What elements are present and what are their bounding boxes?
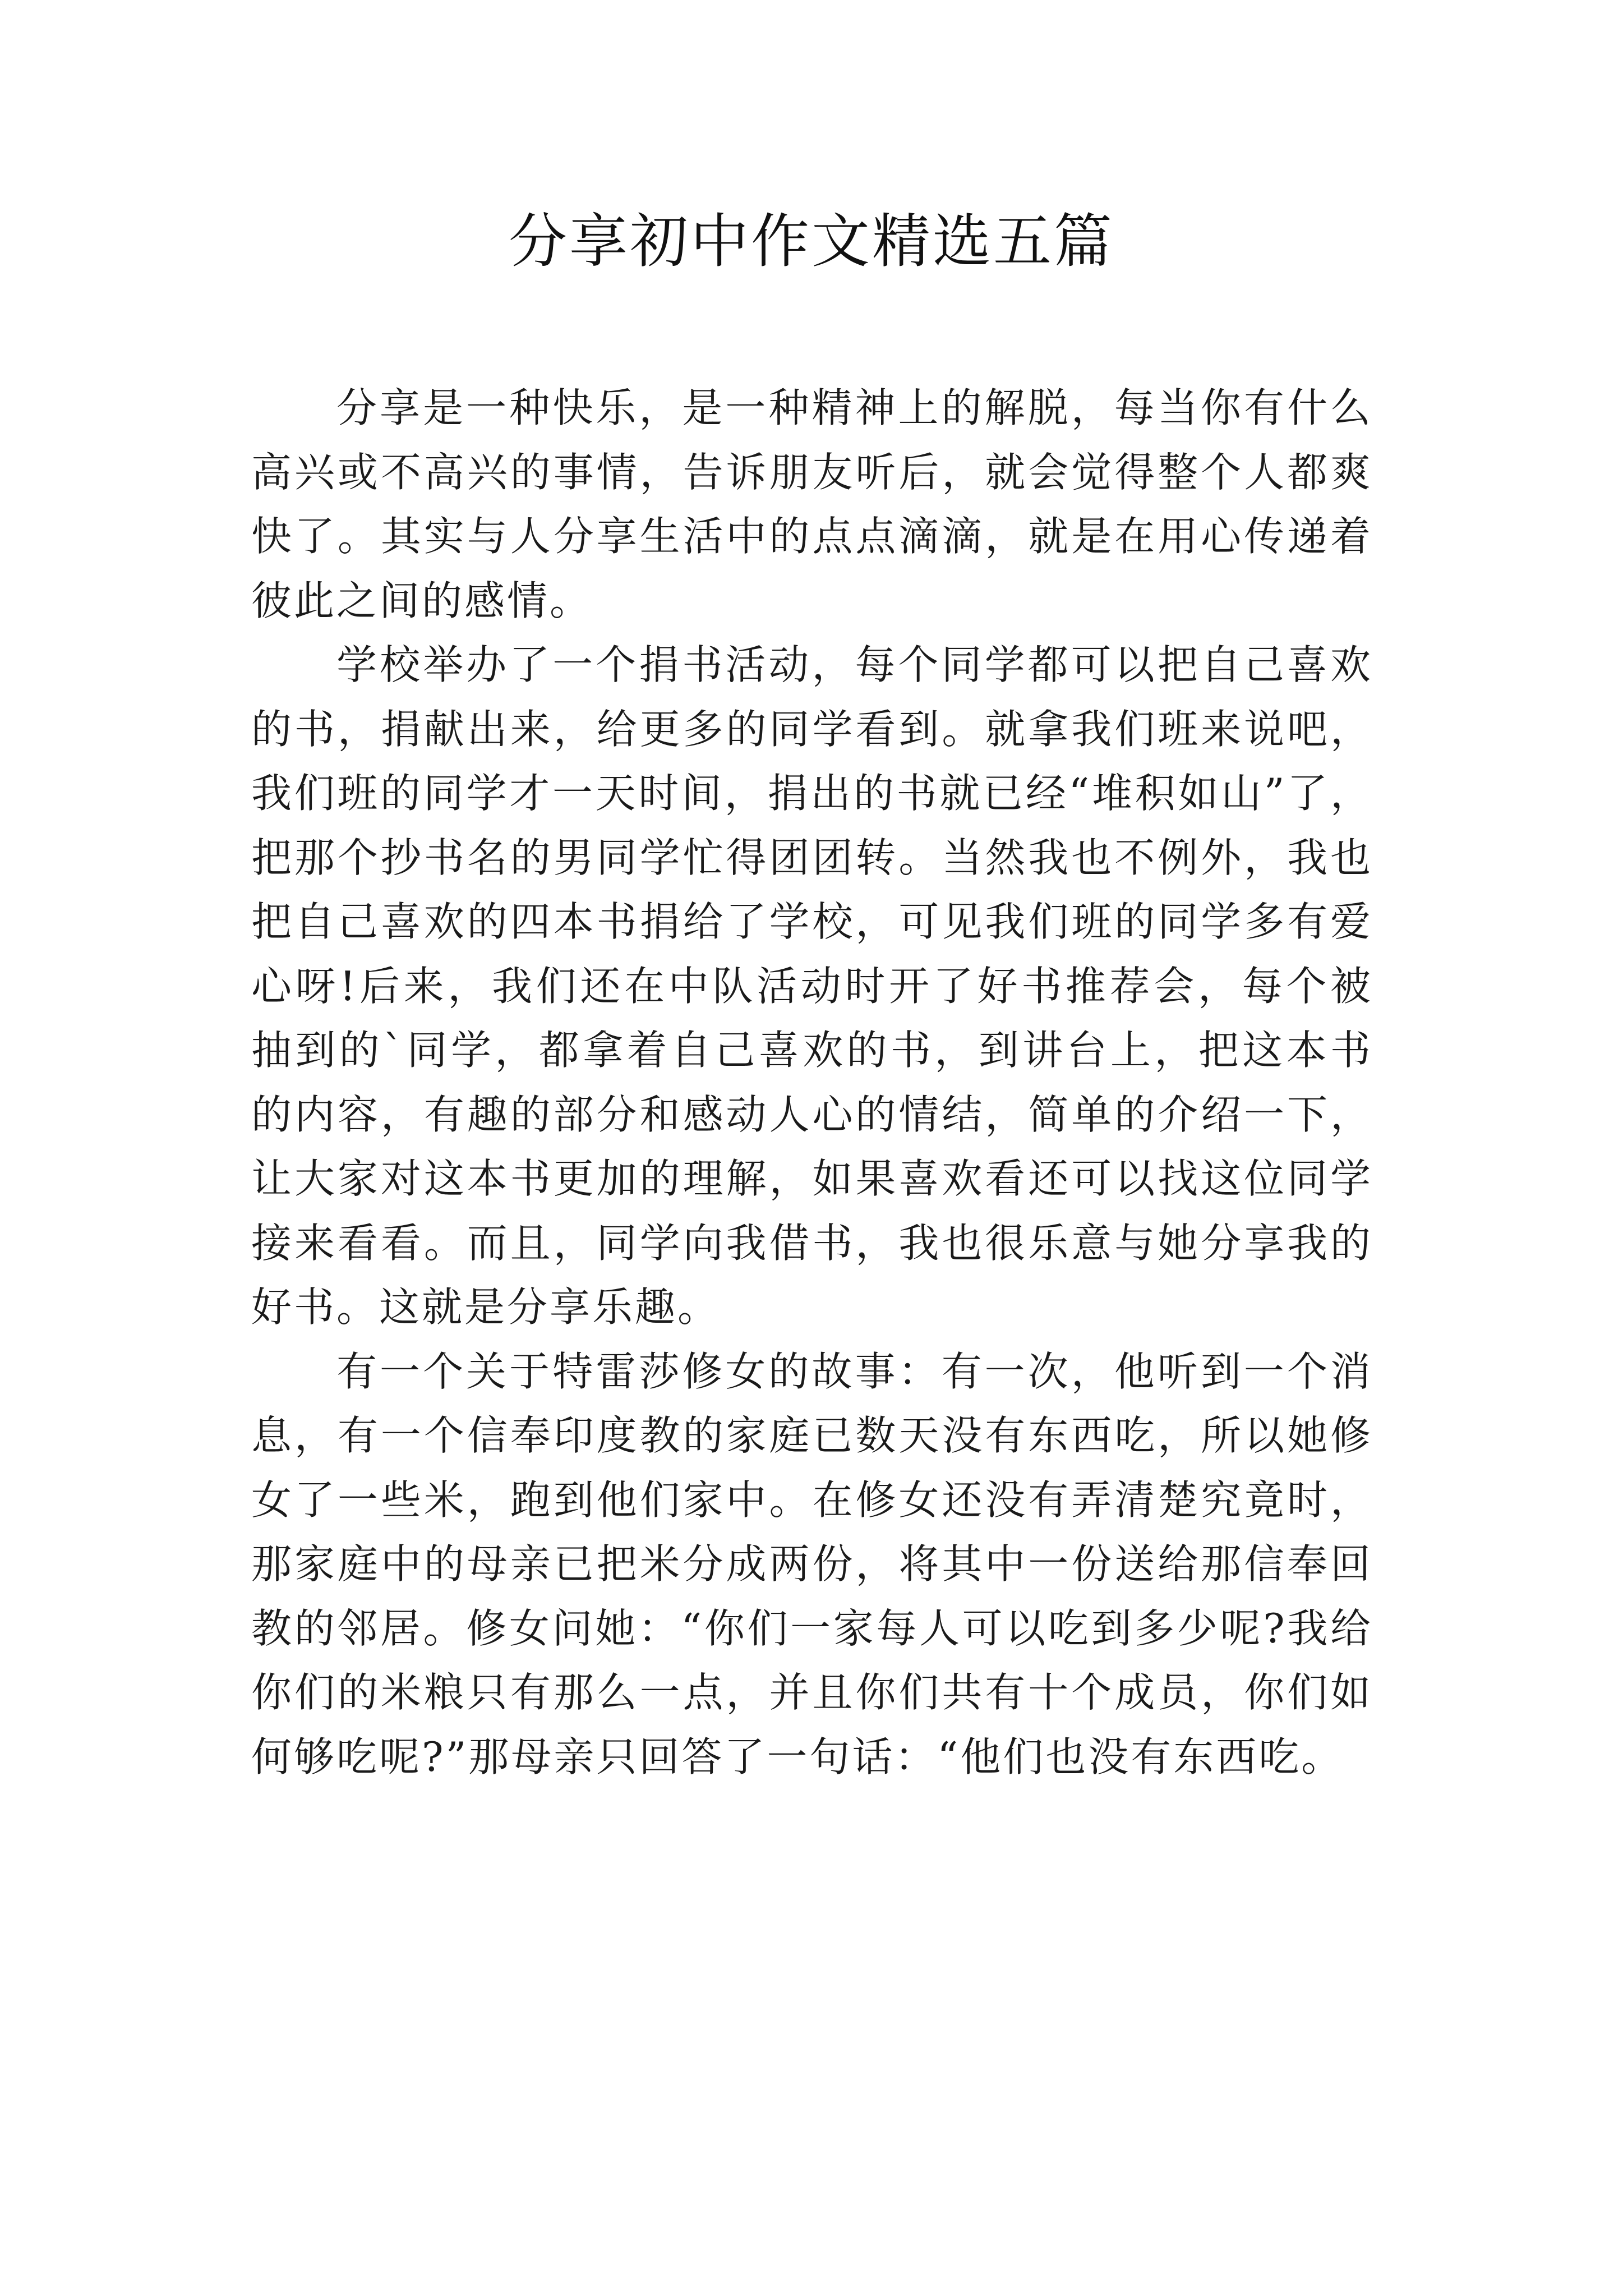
document-body — [251, 376, 1373, 1789]
paragraph: 学校举办了一个捐书活动，每个同学都可以把自己喜欢的书，捐献出来，给更多的同学看到。就拿我们班来说吧，我们班的同学才一天时间，捐出的书就已经“堆积如山”了，把那个抄书名的男同学忙得团团转。当然我也不例外，我也把自己喜欢的四本书捐给了学校，可见我们班的同学多有爱心呀!后来，我们还在中队活动时开了好书推荐会，每个被抽到的`同学，都拿着自己喜欢的书，到讲台上，把这本书的内容，有趣的部分和感动人心的情结，简单的介绍一下，让大家对这本书更加的理解，如果喜欢看还可以找这位同学接来看看。而且，同学向我借书，我也很乐意与她分享我的好书。这就是分享乐趣。 — [251, 641, 1373, 1331]
paragraph: 分享是一种快乐，是一种精神上的解脱，每当你有什么高兴或不高兴的事情，告诉朋友听后，就会觉得整个人都爽快了。其实与人分享生活中的点点滴滴，就是在用心传递着彼此之间的感情。 — [251, 384, 1373, 624]
paragraph: 有一个关于特雷莎修女的故事：有一次，他听到一个消息，有一个信奉印度教的家庭已数天没有东西吃，所以她修女了一些米，跑到他们家中。在修女还没有弄清楚究竟时，那家庭中的母亲已把米分成两份，将其中一份送给那信奉回教的邻居。修女问她：“你们一家每人可以吃到多少呢?我给你们的米粮只有那么一点，并且你们共有十个成员，你们如何够吃呢?”那母亲只回答了一句话：“他们也没有东西吃。 — [251, 1347, 1373, 1780]
document-title: 分享初中作文精选五篇 — [508, 207, 1114, 275]
